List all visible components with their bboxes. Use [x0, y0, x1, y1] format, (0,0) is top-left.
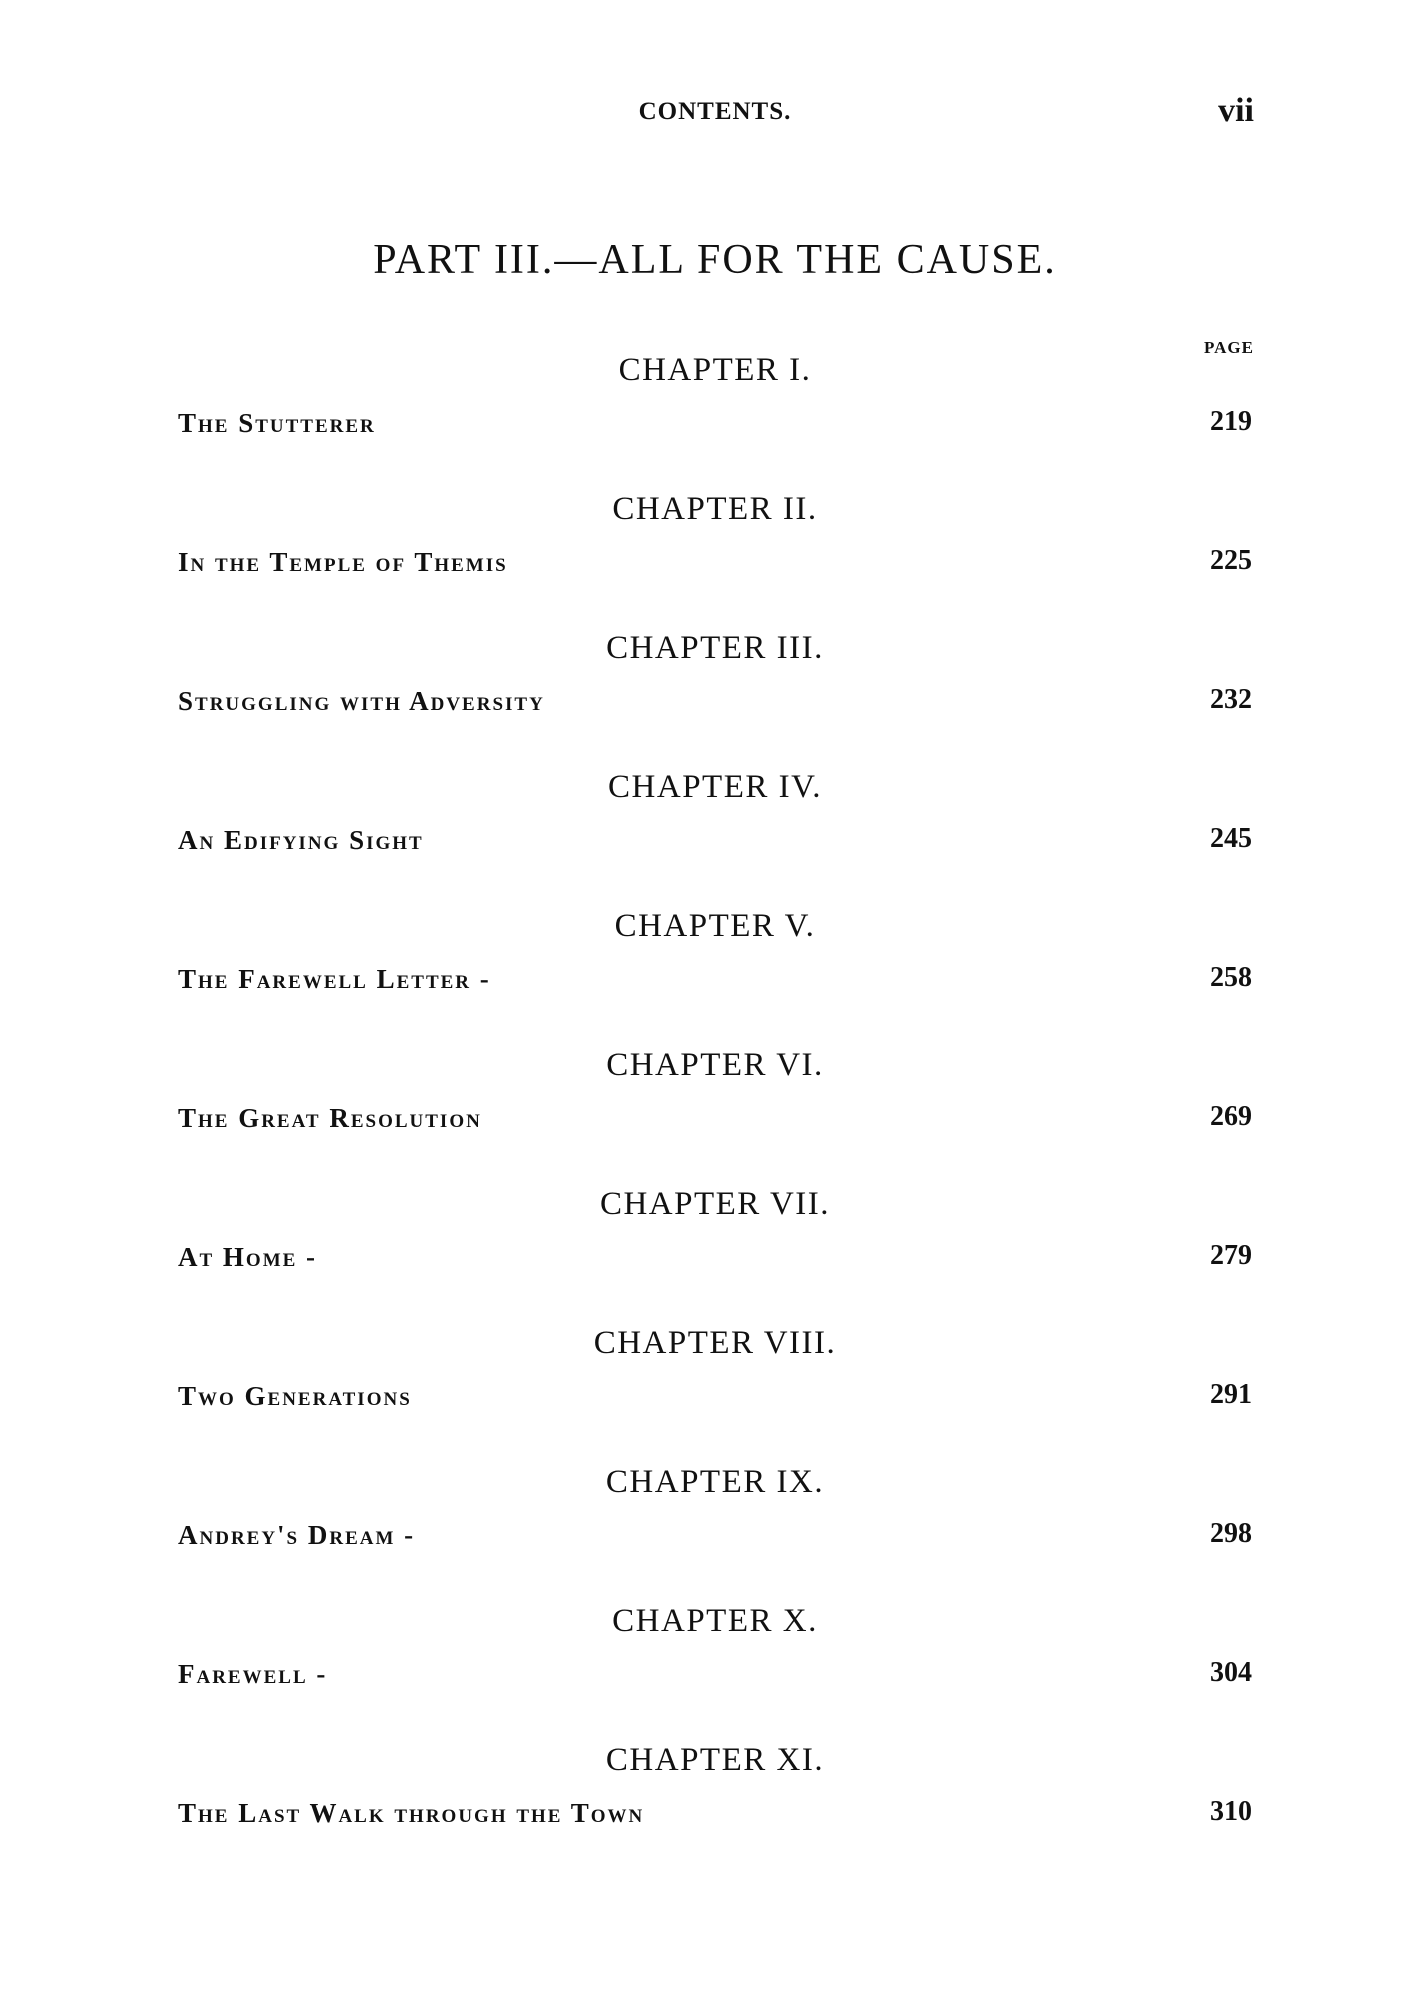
- toc-entry-5: [0, 908, 1404, 1048]
- chapter-heading: CHAPTER II.: [612, 491, 818, 527]
- chapter-title: Two Generations: [178, 1381, 412, 1411]
- toc-entry-2: [0, 491, 1404, 631]
- page-number: vii: [1218, 92, 1254, 129]
- chapter-page-number: 291: [1210, 1379, 1252, 1410]
- chapter-title: The Farewell Letter -: [178, 964, 491, 994]
- toc-entry-11: [0, 1742, 1404, 1882]
- chapter-title: Farewell -: [178, 1659, 328, 1689]
- toc-entry-8: [0, 1325, 1404, 1465]
- chapter-heading: CHAPTER IX.: [605, 1464, 825, 1500]
- chapter-page-number: 219: [1210, 406, 1252, 437]
- chapter-title: The Great Resolution: [178, 1103, 482, 1133]
- chapter-page-number: 225: [1210, 545, 1252, 576]
- chapter-heading: CHAPTER VII.: [599, 1186, 831, 1222]
- running-title: CONTENTS.: [638, 98, 792, 125]
- chapter-page-number: 232: [1210, 684, 1252, 715]
- chapter-title: The Last Walk through the Town: [178, 1798, 645, 1828]
- chapter-heading: CHAPTER VIII.: [593, 1325, 837, 1361]
- chapter-heading: CHAPTER X.: [612, 1603, 818, 1639]
- chapter-page-number: 298: [1210, 1518, 1252, 1549]
- chapter-title: Struggling with Adversity: [178, 686, 545, 716]
- chapter-heading: CHAPTER XI.: [605, 1742, 825, 1778]
- chapter-page-number: 279: [1210, 1240, 1252, 1271]
- chapter-title: Andrey's Dream -: [178, 1520, 416, 1550]
- toc-entry-10: [0, 1603, 1404, 1743]
- toc-entry-1: [0, 352, 1404, 492]
- chapter-heading: CHAPTER I.: [618, 352, 812, 388]
- toc-entry-6: [0, 1047, 1404, 1187]
- toc-entry-4: [0, 769, 1404, 909]
- part-title: PART III.—ALL FOR THE CAUSE.: [373, 237, 1057, 283]
- chapter-page-number: 245: [1210, 823, 1252, 854]
- chapter-title: The Stutterer: [178, 408, 376, 438]
- chapter-title: An Edifying Sight: [178, 825, 424, 855]
- page-column-label: PAGE: [1204, 338, 1254, 357]
- chapter-page-number: 269: [1210, 1101, 1252, 1132]
- toc-entry-7: [0, 1186, 1404, 1326]
- toc-entry-3: [0, 630, 1404, 770]
- chapter-title: At Home -: [178, 1242, 318, 1272]
- chapter-page-number: 304: [1210, 1657, 1252, 1688]
- chapter-heading: CHAPTER IV.: [608, 769, 822, 805]
- chapter-heading: CHAPTER V.: [614, 908, 816, 944]
- chapter-page-number: 258: [1210, 962, 1252, 993]
- chapter-heading: CHAPTER VI.: [606, 1047, 824, 1083]
- chapter-heading: CHAPTER III.: [606, 630, 824, 666]
- toc-entry-9: [0, 1464, 1404, 1604]
- running-head: [0, 92, 1404, 138]
- chapter-page-number: 310: [1210, 1796, 1252, 1827]
- chapter-title: In the Temple of Themis: [178, 547, 508, 577]
